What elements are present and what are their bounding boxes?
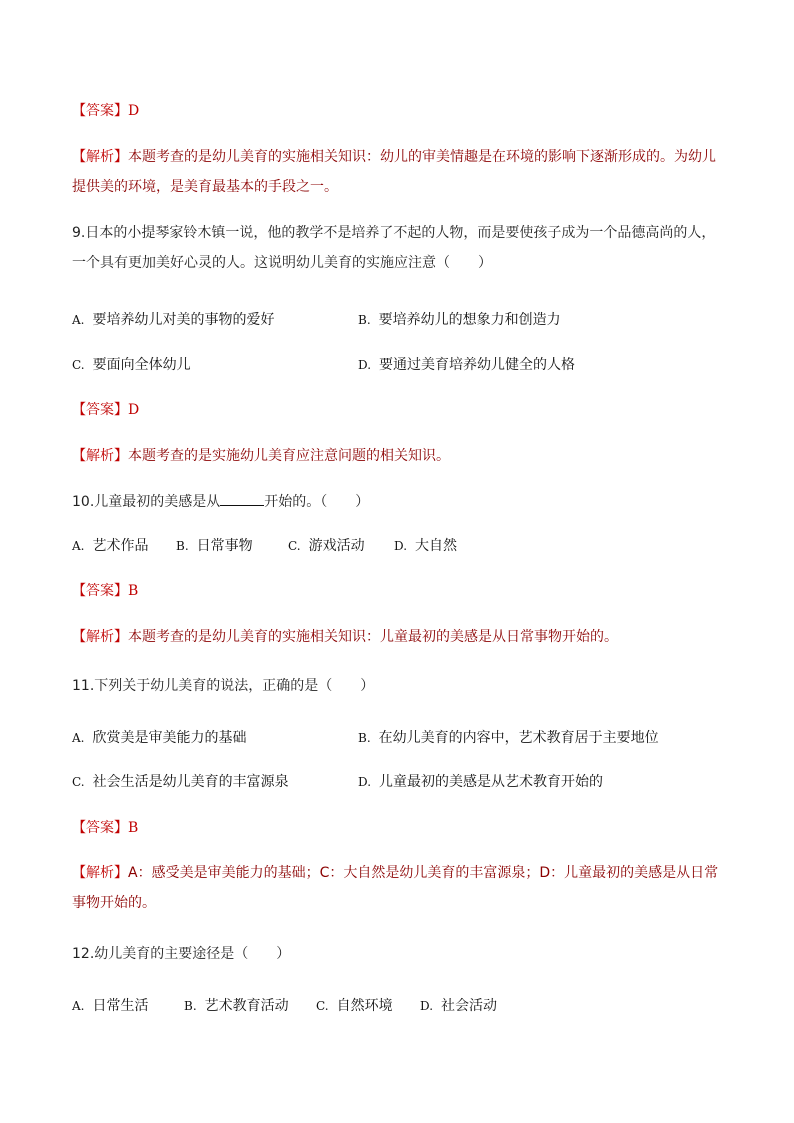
analysis-q8 xyxy=(72,142,722,202)
fill-blank xyxy=(220,491,264,506)
answer-value: B xyxy=(128,820,139,836)
analysis-label: 【解析】 xyxy=(72,149,128,165)
option-q10-b: B. 日常事物 xyxy=(176,538,253,554)
answer-value: D xyxy=(128,402,140,418)
analysis-label: 【解析】 xyxy=(72,629,128,645)
analysis-label: 【解析】 xyxy=(72,865,128,881)
option-q9-c: C. 要面向全体幼儿 xyxy=(72,357,191,373)
analysis-text: 本题考查的是实施幼儿美育应注意问题的相关知识。 xyxy=(128,448,450,464)
option-q11-a: A. 欣赏美是审美能力的基础 xyxy=(72,730,247,746)
question-stem-q9: 9.日本的小提琴家铃木镇一说，他的教学不是培养了不起的人物，而是要使孩子成为一个品德高尚的人，一个具有更加美好心灵的人。这说明幼儿美育的实施应注意（ ） xyxy=(72,225,716,271)
analysis-text: A：感受美是审美能力的基础；C：大自然是幼儿美育的丰富源泉；D：儿童最初的美感是从日常事物开始的。 xyxy=(72,865,719,911)
answer-line-q8 xyxy=(72,96,722,126)
answer-line-q9 xyxy=(72,395,722,425)
analysis-label: 【解析】 xyxy=(72,448,128,464)
answer-label: 【答案】 xyxy=(72,402,128,418)
answer-label: 【答案】 xyxy=(72,820,128,836)
question-stem-q11: 11.下列关于幼儿美育的说法，正确的是（ ） xyxy=(72,678,375,694)
answer-value: D xyxy=(128,103,140,119)
option-q9-d: D. 要通过美育培养幼儿健全的人格 xyxy=(358,357,576,373)
option-q12-a: A. 日常生活 xyxy=(72,998,149,1014)
option-q11-d: D. 儿童最初的美感是从艺术教育开始的 xyxy=(358,774,604,790)
option-q9-b: B. 要培养幼儿的想象力和创造力 xyxy=(358,312,561,328)
option-q12-d: D. 社会活动 xyxy=(420,998,498,1014)
answer-label: 【答案】 xyxy=(72,103,128,119)
option-q11-b: B. 在幼儿美育的内容中，艺术教育居于主要地位 xyxy=(358,730,659,746)
analysis-text: 本题考查的是幼儿美育的实施相关知识：幼儿的审美情趣是在环境的影响下逐渐形成的。为幼儿提供美的环境，是美育最基本的手段之一。 xyxy=(72,149,716,195)
analysis-q10 xyxy=(72,622,722,652)
answer-line-q10 xyxy=(72,576,722,606)
option-q11-c: C. 社会生活是幼儿美育的丰富源泉 xyxy=(72,774,289,790)
option-q10-c: C. 游戏活动 xyxy=(288,538,365,554)
question-stem-q12: 12.幼儿美育的主要途径是（ ） xyxy=(72,946,291,962)
analysis-text: 本题考查的是幼儿美育的实施相关知识：儿童最初的美感是从日常事物开始的。 xyxy=(128,629,618,645)
answer-line-q11 xyxy=(72,813,722,843)
option-q12-c: C. 自然环境 xyxy=(316,998,393,1014)
option-q10-a: A. 艺术作品 xyxy=(72,538,149,554)
analysis-q9 xyxy=(72,441,722,471)
analysis-q11 xyxy=(72,858,722,918)
option-q12-b: B. 艺术教育活动 xyxy=(184,998,289,1014)
question-stem-q10: 10.儿童最初的美感是从 开始的。（ ） xyxy=(72,487,722,517)
answer-label: 【答案】 xyxy=(72,583,128,599)
answer-value: B xyxy=(128,583,139,599)
option-q10-d: D. 大自然 xyxy=(394,538,458,554)
option-q9-a: A. 要培养幼儿对美的事物的爱好 xyxy=(72,312,275,328)
